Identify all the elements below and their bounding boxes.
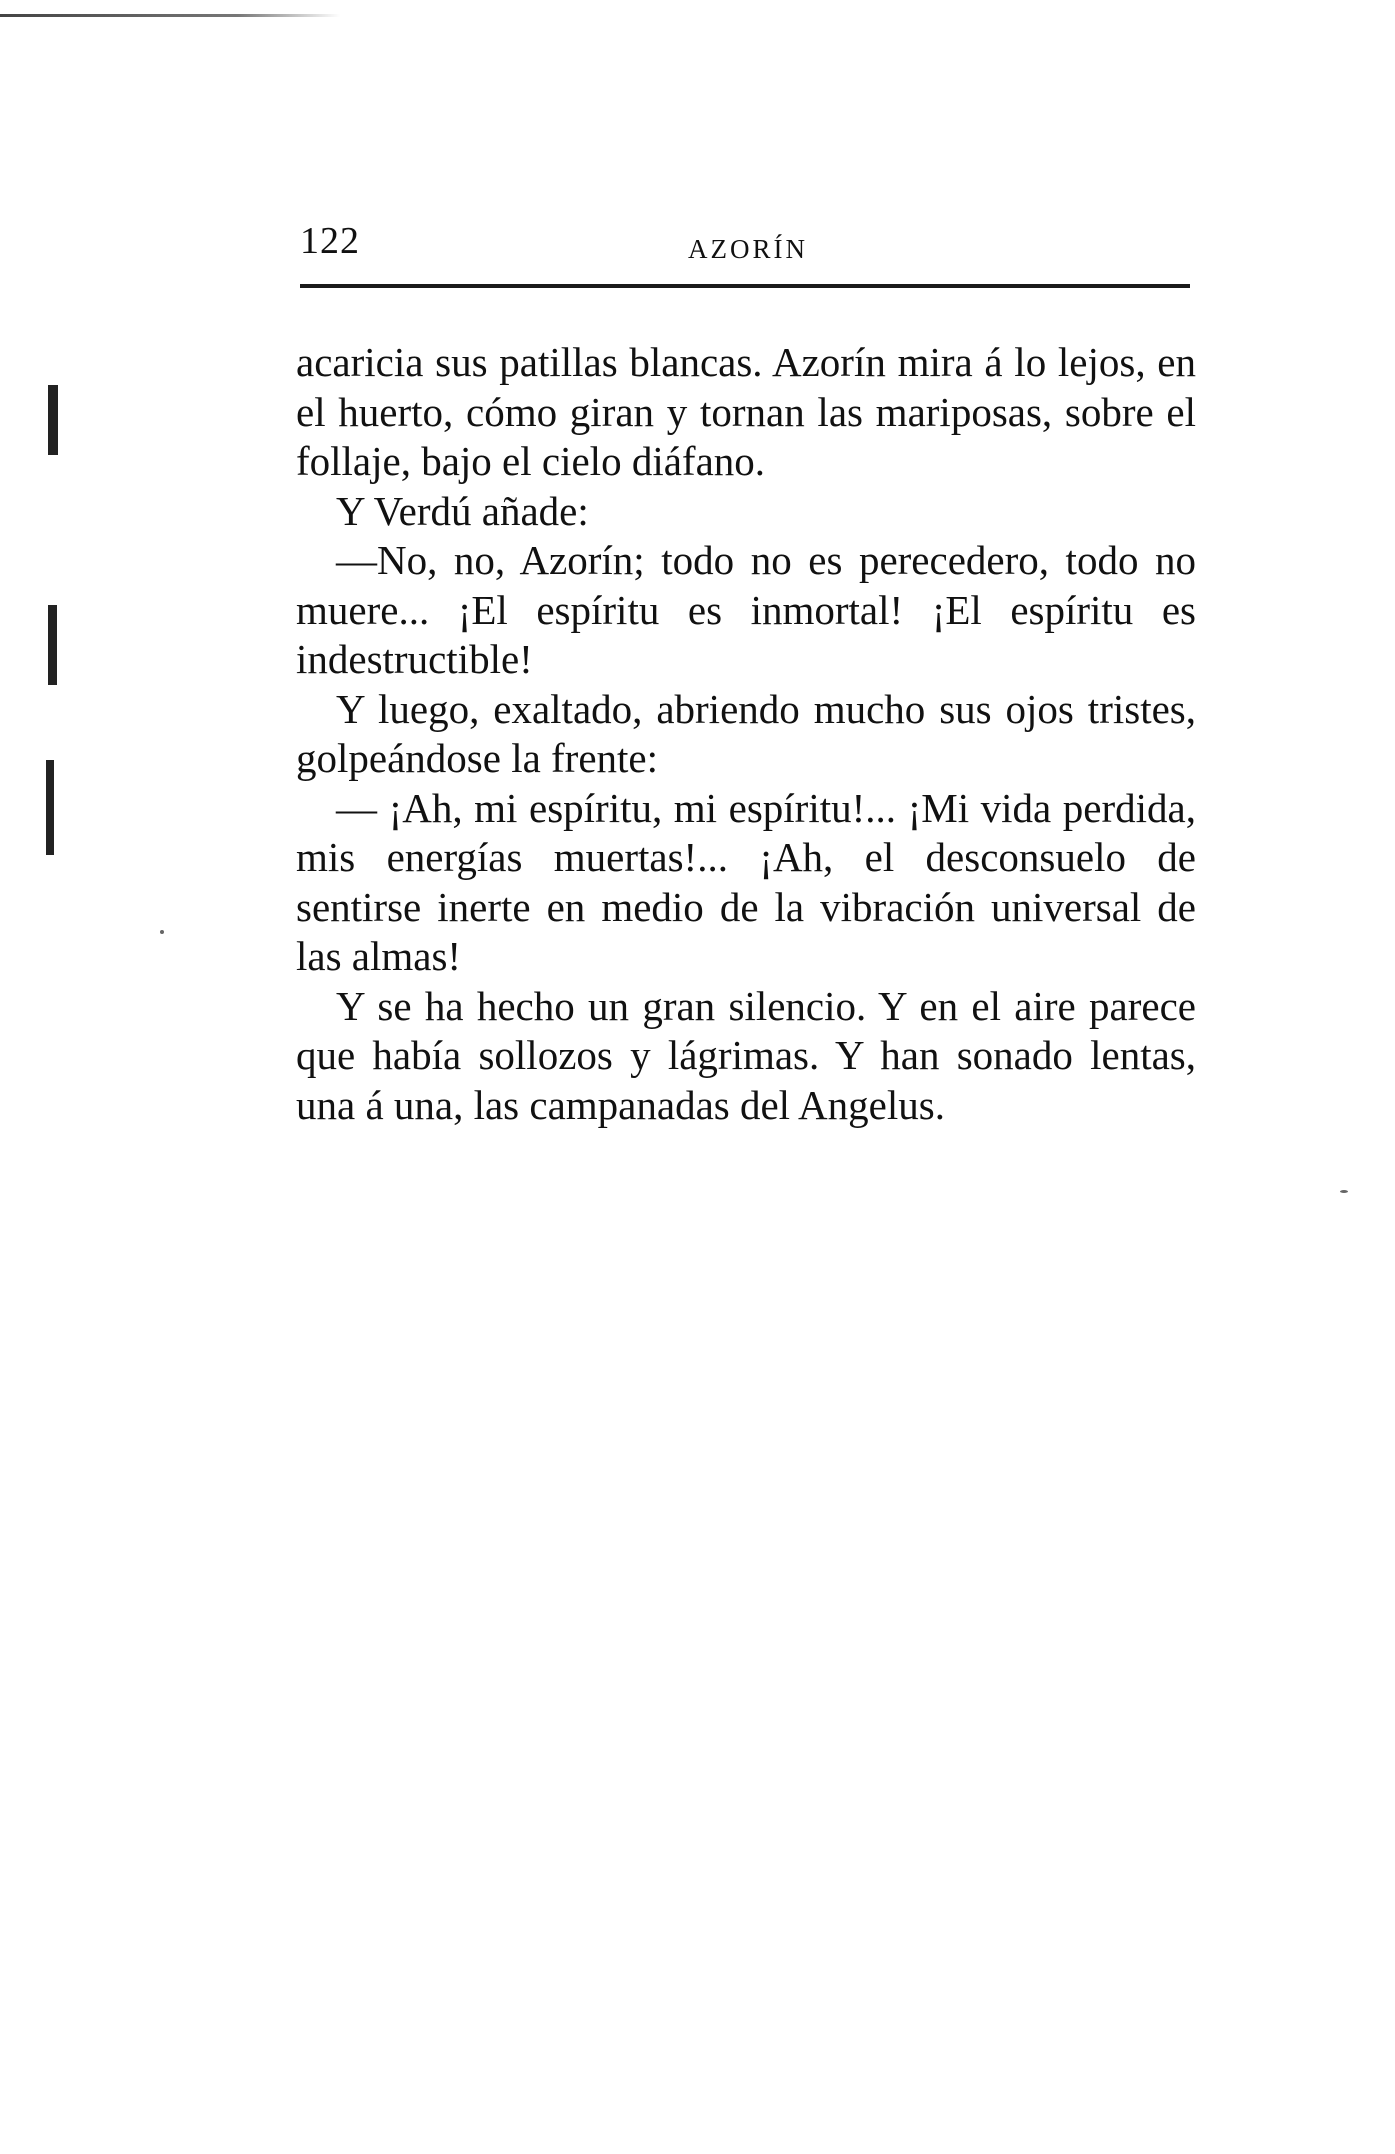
paragraph: —No, no, Azorín; todo no es perecedero, todo no muere... ¡El espíritu es inmortal! ¡El espíritu es indestructible! bbox=[296, 537, 1196, 682]
margin-binding-mark bbox=[48, 385, 58, 455]
paragraph: Y luego, exaltado, abriendo mucho sus ojos tristes, golpeándose la frente: bbox=[296, 685, 1196, 781]
page-number: 122 bbox=[300, 220, 360, 262]
paragraph: acaricia sus patillas blancas. Azorín mira á lo lejos, en el huerto, cómo giran y tornan las mariposas, sobre el follaje, bajo el cielo diáfano. bbox=[296, 339, 1196, 484]
scan-speck bbox=[160, 930, 164, 934]
text-body bbox=[296, 338, 1196, 1130]
margin-binding-mark bbox=[48, 605, 57, 685]
paragraph: Y se ha hecho un gran silencio. Y en el aire parece que había sollozos y lágrimas. Y han sonado lentas, una á una, las campanadas del Angelus. bbox=[296, 982, 1196, 1128]
paragraph: — ¡Ah, mi espíritu, mi espíritu!... ¡Mi vida perdida, mis energías muertas!... ¡Ah, el desconsuelo de sentirse inerte en medio de la vibración universal de las almas! bbox=[296, 784, 1196, 979]
header-rule bbox=[300, 284, 1190, 288]
scan-edge-line bbox=[0, 14, 340, 17]
scan-speck bbox=[1340, 1190, 1348, 1193]
paragraph: Y Verdú añade: bbox=[336, 487, 589, 534]
running-head: AZORÍN bbox=[688, 234, 808, 264]
page-header bbox=[300, 222, 1190, 282]
margin-binding-mark bbox=[46, 760, 54, 855]
